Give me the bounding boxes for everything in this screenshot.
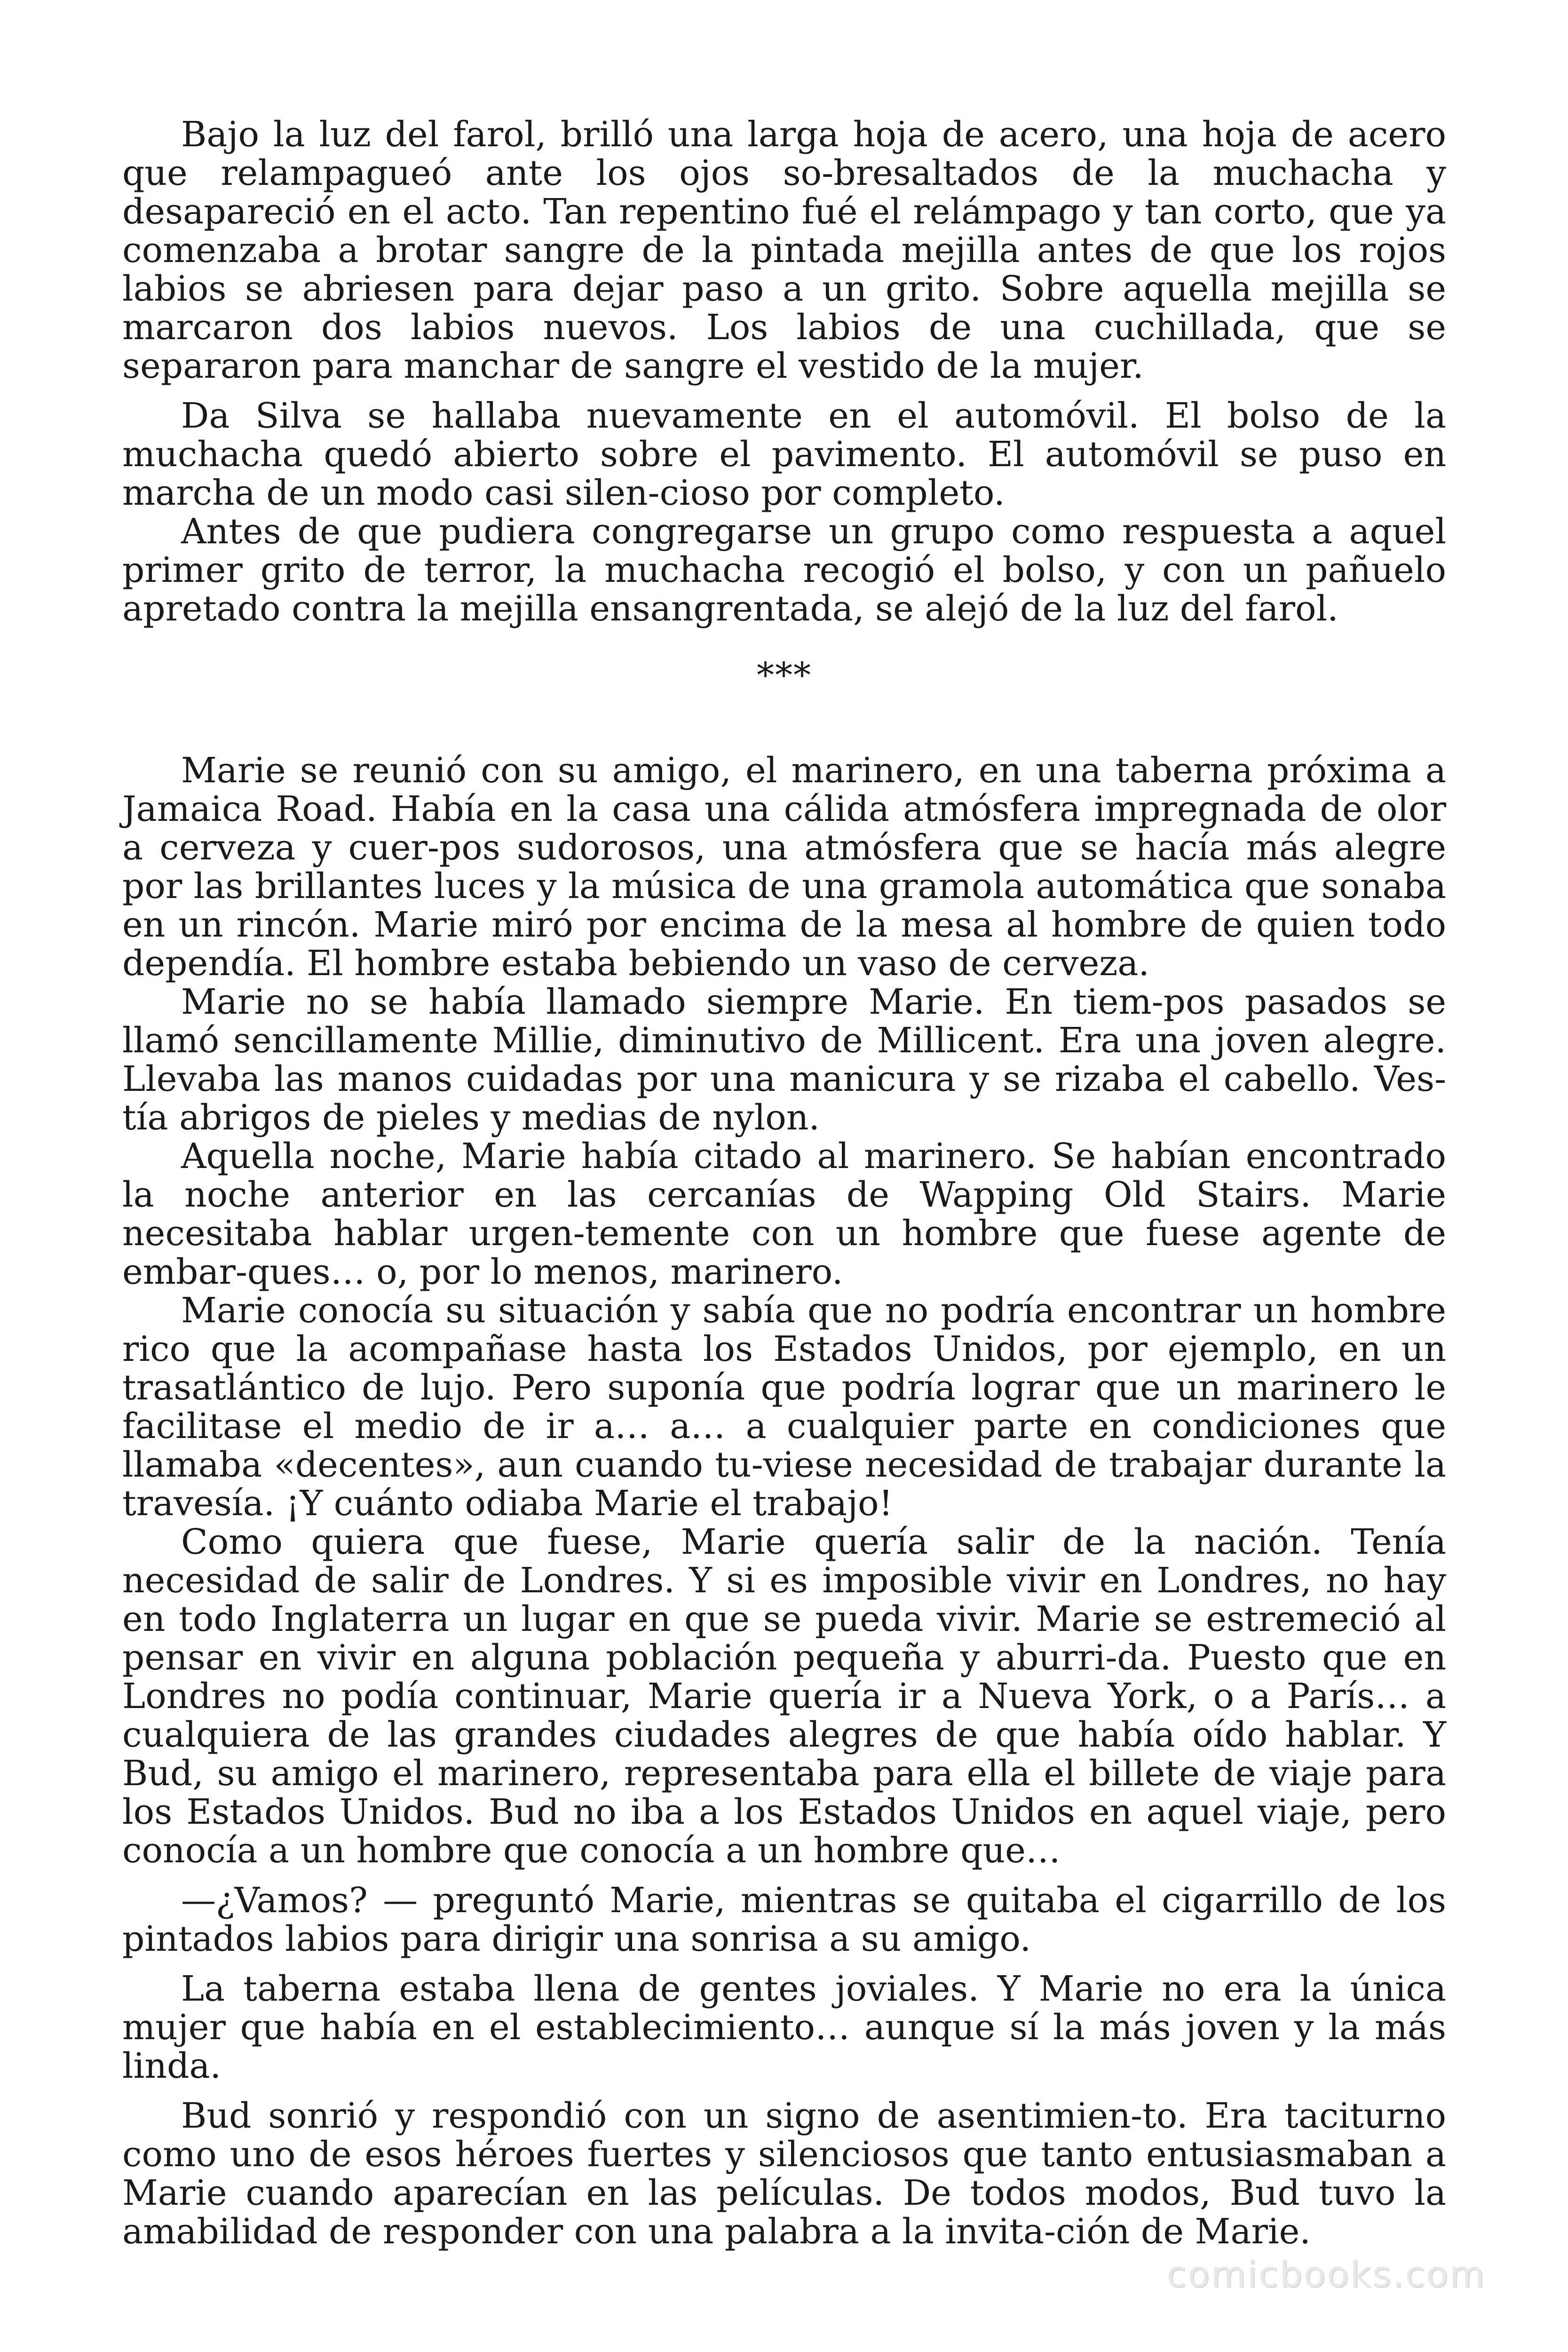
paragraph: Bajo la luz del farol, brilló una larga hoja de acero, una hoja de acero que relampagueó ante los ojos so-bresaltados de la muchacha y desapareció en el acto. Tan repentino fué el relámpago y tan corto, que ya comenzaba a brotar sangre de la pintada mejilla antes de que los rojos labios se abriesen para dejar paso a un grito. Sobre aquella mejilla se marcaron dos labios nuevos. Los labios de una cuchillada, que se separaron para manchar de sangre el vestido de la mujer. — [122, 114, 1446, 386]
paragraph: La taberna estaba llena de gentes joviales. Y Marie no era la única mujer que había en el establecimiento… aunque sí la más joven y la más linda. — [122, 1969, 1446, 2086]
watermark: comicbooks.com — [1166, 2253, 1486, 2295]
paragraph: Como quiera que fuese, Marie quería salir de la nación. Tenía necesidad de salir de Londres. Y si es imposible vivir en Londres, no hay en todo Inglaterra un lugar en que se pueda vivir. Marie se estremeció al pensar en vivir en alguna población pequeña y aburri-da. Puesto que en Londres no podía continuar, Marie quería ir a Nueva York, o a París… a cualquiera de las grandes ciudades alegres de que había oído hablar. Y Bud, su amigo el marinero, representaba para ella el billete de viaje para los Estados Unidos. Bud no iba a los Estados Unidos en aquel viaje, pero conocía a un hombre que conocía a un hombre que… — [122, 1522, 1446, 1871]
paragraph: Marie conocía su situación y sabía que no podría encontrar un hombre rico que la acompañase hasta los Estados Unidos, por ejemplo, en un trasatlántico de lujo. Pero suponía que podría lograr que un marinero le facilitase el medio de ir a… a… a cualquier parte en condiciones que llamaba «decentes», aun cuando tu-viese necesidad de trabajar durante la travesía. ¡Y cuánto odiaba Marie el trabajo! — [122, 1290, 1446, 1524]
paragraph: —¿Vamos? — preguntó Marie, mientras se quitaba el cigarrillo de los pintados labios para dirigir una sonrisa a su amigo. — [122, 1880, 1446, 1959]
section-separator: *** — [757, 655, 812, 696]
paragraph: Aquella noche, Marie había citado al marinero. Se habían encontrado la noche anterior en las cercanías de Wapping Old Stairs. Marie necesitaba hablar urgen-temente con un hombre que fuese agente de embar-ques… o, por lo menos, marinero. — [122, 1136, 1446, 1292]
paragraph: Da Silva se hallaba nuevamente en el automóvil. El bolso de la muchacha quedó abierto sobre el pavimento. El automóvil se puso en marcha de un modo casi silen-cioso por completo. — [122, 396, 1446, 513]
paragraph: Marie se reunió con su amigo, el marinero, en una taberna próxima a Jamaica Road. Había en la casa una cálida atmósfera impregnada de olor a cerveza y cuer-pos sudorosos, una atmósfera que se hacía más alegre por las brillantes luces y la música de una gramola automática que sonaba en un rincón. Marie miró por encima de la mesa al hombre de quien todo dependía. El hombre estaba bebiendo un vaso de cerveza. — [122, 750, 1446, 984]
paragraph: Bud sonrió y respondió con un signo de asentimien-to. Era taciturno como uno de esos héroes fuertes y silenciosos que tanto entusiasmaban a Marie cuando aparecían en las películas. De todos modos, Bud tuvo la amabilidad de responder con una palabra a la invita-ción de Marie. — [122, 2096, 1446, 2252]
paragraph: Marie no se había llamado siempre Marie. En tiem-pos pasados se llamó sencillamente Millie, diminutivo de Millicent. Era una joven alegre. Llevaba las manos cuidadas por una manicura y se rizaba el cabello. Ves-tía abrigos de pieles y medias de nylon. — [122, 982, 1446, 1138]
document-page — [122, 115, 1446, 2251]
paragraph: Antes de que pudiera congregarse un grupo como respuesta a aquel primer grito de terror, la muchacha recogió el bolso, y con un pañuelo apretado contra la mejilla ensangrentada, se alejó de la luz del farol. — [122, 511, 1446, 629]
